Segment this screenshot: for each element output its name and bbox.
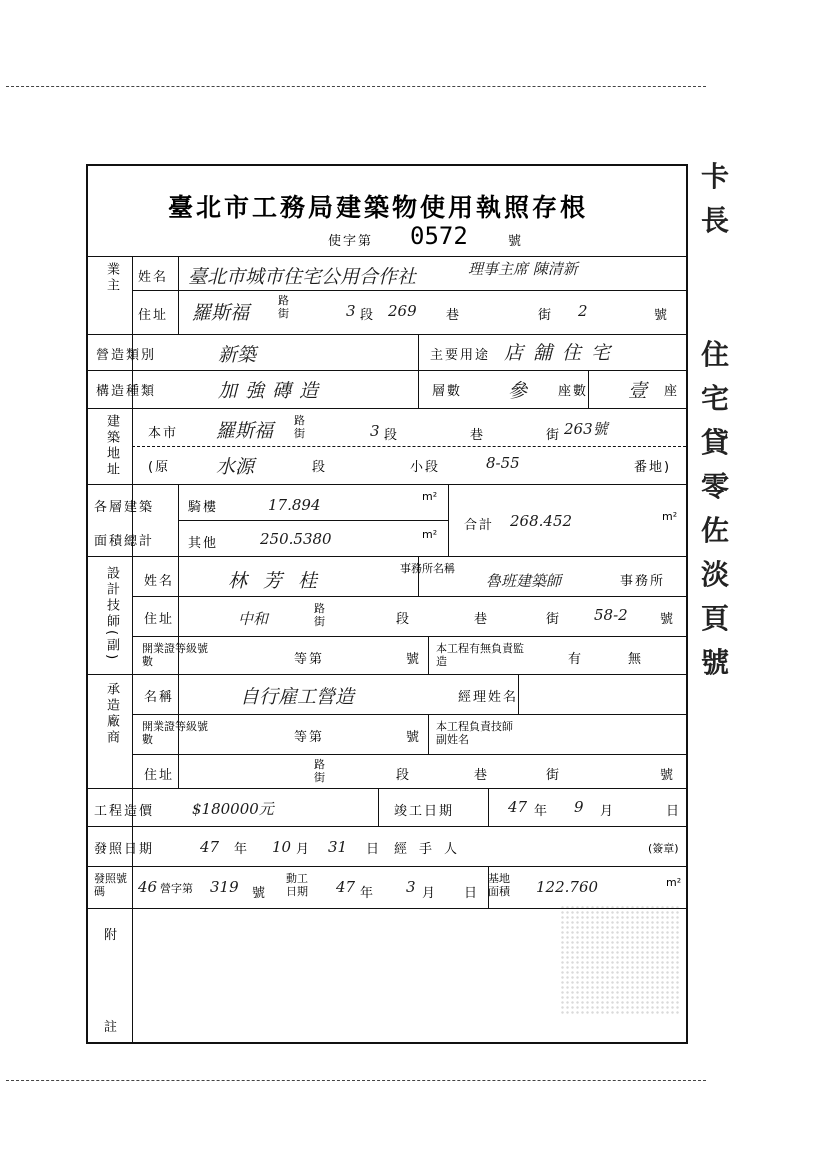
designer-office-label: 事務所名稱 <box>400 562 455 575</box>
contractor-tech-label: 本工程負責技師副姓名 <box>436 720 513 746</box>
cost-label: 工程造價 <box>94 804 155 819</box>
site-orig-section-value: 水源 <box>216 456 255 478</box>
owner-name-value: 臺北市城市住宅公用合作社 <box>188 266 417 288</box>
designer-none: 無 <box>628 652 644 667</box>
owner-group-label: 業主 <box>104 262 119 294</box>
designer-number-label: 號 <box>660 612 676 627</box>
strip-char: 佐 <box>700 514 729 547</box>
contractor-road-label: 路街 <box>314 758 325 784</box>
completion-day-label: 日 <box>666 804 682 819</box>
strip-char: 長 <box>700 204 729 237</box>
floors-label: 層數 <box>432 384 463 399</box>
contractor-group-label: 承造廠商 <box>104 682 119 746</box>
buildings-label: 座數 <box>558 384 589 399</box>
permit-form <box>86 164 688 1044</box>
remarks-label-top: 附 <box>104 928 120 943</box>
owner-name-label: 姓名 <box>138 270 169 285</box>
site-sub-section-label: 小段 <box>410 460 441 475</box>
issue-number-label: 發照號碼 <box>94 872 127 898</box>
issue-number-value: 319 <box>210 878 239 896</box>
completion-month-label: 月 <box>600 804 616 819</box>
contractor-lane-label: 巷 <box>474 768 490 783</box>
cost-value: $180000元 <box>192 800 274 818</box>
start-day-label: 日 <box>464 886 480 901</box>
owner-lane-value: 269 <box>388 302 417 320</box>
contractor-license-no: 號 <box>406 730 422 745</box>
designer-license-mid: 等第 <box>294 652 325 667</box>
structure-type-value: 加強磚造 <box>218 380 327 402</box>
structure-type-label: 構造種類 <box>96 384 157 399</box>
designer-name-value: 林芳桂 <box>228 570 334 592</box>
designer-street-label: 街 <box>546 612 562 627</box>
issue-year: 47 <box>200 838 220 856</box>
site-street-label: 街 <box>546 428 562 443</box>
other-label: 其他 <box>188 536 219 551</box>
total-unit: m² <box>662 510 678 523</box>
main-use-value: 店舖住宅 <box>504 342 621 364</box>
completion-label: 竣工日期 <box>394 804 455 819</box>
site-road-label: 路街 <box>294 414 305 440</box>
designer-license-label: 開業證等級號數 <box>142 642 208 668</box>
buildings-value: 壹 <box>628 380 648 402</box>
permit-prefix: 使字第 <box>328 234 374 249</box>
site-group-label: 建築地址 <box>104 414 119 478</box>
other-unit: m² <box>422 528 438 541</box>
area-label-line1: 各層建築 <box>94 500 155 515</box>
side-strip <box>700 155 730 845</box>
completion-year: 47 <box>508 798 528 816</box>
construction-type-value: 新築 <box>218 344 257 366</box>
base-area-value: 122.760 <box>536 878 599 896</box>
prefix-value: 46 <box>138 878 158 896</box>
base-area-unit: m² <box>666 876 682 889</box>
site-road-value: 羅斯福 <box>216 420 274 442</box>
owner-road-value: 羅斯福 <box>192 302 250 324</box>
designer-office-suffix: 事務所 <box>620 574 666 589</box>
strip-char: 號 <box>700 646 729 679</box>
permit-number: 0572 <box>410 222 468 250</box>
arcade-label: 騎樓 <box>188 500 219 515</box>
strip-char: 貸 <box>700 426 729 459</box>
contractor-name-label: 名稱 <box>144 690 175 705</box>
issue-number-suffix: 號 <box>252 886 268 901</box>
owner-street-value: 2 <box>578 302 588 320</box>
construction-type-label: 營造類別 <box>96 348 157 363</box>
issue-day: 31 <box>328 838 348 856</box>
designer-name-label: 姓名 <box>144 574 175 589</box>
base-area-label: 基地面積 <box>488 872 510 898</box>
issue-date-label: 發照日期 <box>94 842 155 857</box>
owner-address-label: 住址 <box>138 308 169 323</box>
issue-month: 10 <box>272 838 292 856</box>
contractor-street-label: 街 <box>546 768 562 783</box>
seal-label: (簽章) <box>648 842 679 855</box>
designer-number-value: 58-2 <box>594 606 628 624</box>
contractor-license-mid: 等第 <box>294 730 325 745</box>
total-label: 合計 <box>464 518 495 533</box>
buildings-unit: 座 <box>664 384 680 399</box>
site-section-label: 段 <box>384 428 400 443</box>
arcade-value: 17.894 <box>268 496 321 514</box>
form-title: 臺北市工務局建築物使用執照存根 <box>168 193 589 222</box>
completion-year-label: 年 <box>534 804 550 819</box>
start-year-label: 年 <box>360 886 376 901</box>
site-orig-open: (原 <box>148 460 171 475</box>
strip-char: 住 <box>700 338 729 371</box>
site-street-value: 263號 <box>564 420 608 438</box>
contractor-name-value: 自行雇工營造 <box>240 686 355 708</box>
designer-office-value: 魯班建築師 <box>486 572 562 590</box>
site-orig-section-label: 段 <box>312 460 328 475</box>
owner-section-value: 3 <box>346 302 356 320</box>
designer-road-label: 路街 <box>314 602 325 628</box>
designer-address-label: 住址 <box>144 612 175 627</box>
contractor-license-label: 開業證等級號數 <box>142 720 208 746</box>
strip-char: 淡 <box>700 558 729 591</box>
site-lot-value: 8-55 <box>486 454 520 472</box>
designer-license-no: 號 <box>406 652 422 667</box>
designer-group-label: 設計技師(副) <box>104 566 119 663</box>
site-lane-label: 巷 <box>470 428 486 443</box>
strip-char: 宅 <box>700 382 729 415</box>
designer-road-value: 中和 <box>238 610 269 628</box>
arcade-unit: m² <box>422 490 438 503</box>
designer-lane-label: 巷 <box>474 612 490 627</box>
start-date-label: 動工日期 <box>286 872 308 898</box>
strip-char: 零 <box>700 470 729 503</box>
issue-year-label: 年 <box>234 842 250 857</box>
remarks-label-bottom: 註 <box>104 1020 120 1035</box>
owner-name-extra: 理事主席 陳清新 <box>468 260 578 278</box>
owner-number-label: 號 <box>654 308 670 323</box>
main-use-label: 主要用途 <box>430 348 491 363</box>
start-month: 3 <box>406 878 416 896</box>
area-label-line2: 面積總計 <box>94 534 155 549</box>
floors-value: 參 <box>508 380 528 402</box>
start-month-label: 月 <box>422 886 438 901</box>
owner-section-label: 段 <box>360 308 376 323</box>
strip-char: 頁 <box>700 602 729 635</box>
designer-supervise-label: 本工程有無負責監造 <box>436 642 524 668</box>
owner-street-label: 街 <box>538 308 554 323</box>
owner-road-label: 路街 <box>278 294 289 320</box>
contractor-section-label: 段 <box>396 768 412 783</box>
owner-lane-label: 巷 <box>446 308 462 323</box>
contractor-number-label: 號 <box>660 768 676 783</box>
site-city-label: 本市 <box>148 426 179 441</box>
completion-month: 9 <box>574 798 584 816</box>
issue-month-label: 月 <box>296 842 312 857</box>
designer-section-label: 段 <box>396 612 412 627</box>
site-section-value: 3 <box>370 422 380 440</box>
contractor-manager-label: 經理姓名 <box>458 690 519 705</box>
prefix-label: 營字第 <box>160 882 193 895</box>
total-value: 268.452 <box>510 512 573 530</box>
issue-day-label: 日 <box>366 842 382 857</box>
other-value: 250.5380 <box>260 530 332 548</box>
strip-char: 卡 <box>700 160 729 193</box>
permit-suffix: 號 <box>508 234 524 249</box>
site-lot-label: 番地) <box>634 460 672 475</box>
handler-label: 經手人 <box>394 842 470 857</box>
contractor-address-label: 住址 <box>144 768 175 783</box>
start-year: 47 <box>336 878 356 896</box>
designer-has: 有 <box>568 652 584 667</box>
